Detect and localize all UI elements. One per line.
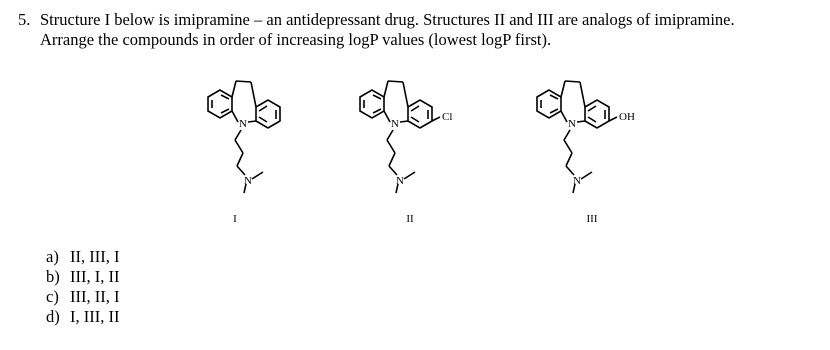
structure-ii-nitrogen: N xyxy=(391,118,399,130)
chlorine-substituent: Cl xyxy=(442,111,453,123)
answer-options xyxy=(46,247,119,327)
option-d[interactable] xyxy=(46,307,119,327)
structure-iii-nitrogen: N xyxy=(568,118,576,130)
structure-ii-amine-nitrogen: N xyxy=(396,175,404,187)
option-text: III, II, I xyxy=(70,287,120,306)
option-c[interactable] xyxy=(46,287,119,307)
structure-i-nitrogen: N xyxy=(239,118,247,130)
structure-i-label: I xyxy=(233,213,237,225)
question-number: 5. xyxy=(18,10,31,29)
structure-ii-label: II xyxy=(406,213,414,225)
option-letter: d) xyxy=(46,307,60,326)
chlorine-bond xyxy=(432,117,440,121)
option-letter: b) xyxy=(46,267,60,286)
structure-iii-label: III xyxy=(586,213,598,225)
structure-ii xyxy=(360,81,452,225)
structure-i-amine-nitrogen: N xyxy=(244,175,252,187)
question-stem: Structure I below is imipramine – an antidepressant drug. Structures II and III are analogs of imipramine. xyxy=(40,10,735,29)
option-letter: a) xyxy=(46,247,59,266)
structure-iii xyxy=(537,81,635,225)
hydroxyl-substituent: OH xyxy=(619,111,635,123)
structure-iii-amine-nitrogen: N xyxy=(573,175,581,187)
structure-i xyxy=(208,81,280,225)
option-a[interactable] xyxy=(46,247,119,267)
hydroxyl-bond xyxy=(609,117,617,121)
option-text: I, III, II xyxy=(70,307,120,326)
question-line-2: Arrange the compounds in order of increasing logP values (lowest logP first). xyxy=(40,30,552,49)
option-text: II, III, I xyxy=(70,247,120,266)
option-letter: c) xyxy=(46,287,59,306)
option-b[interactable] xyxy=(46,267,119,287)
option-text: III, I, II xyxy=(70,267,120,286)
